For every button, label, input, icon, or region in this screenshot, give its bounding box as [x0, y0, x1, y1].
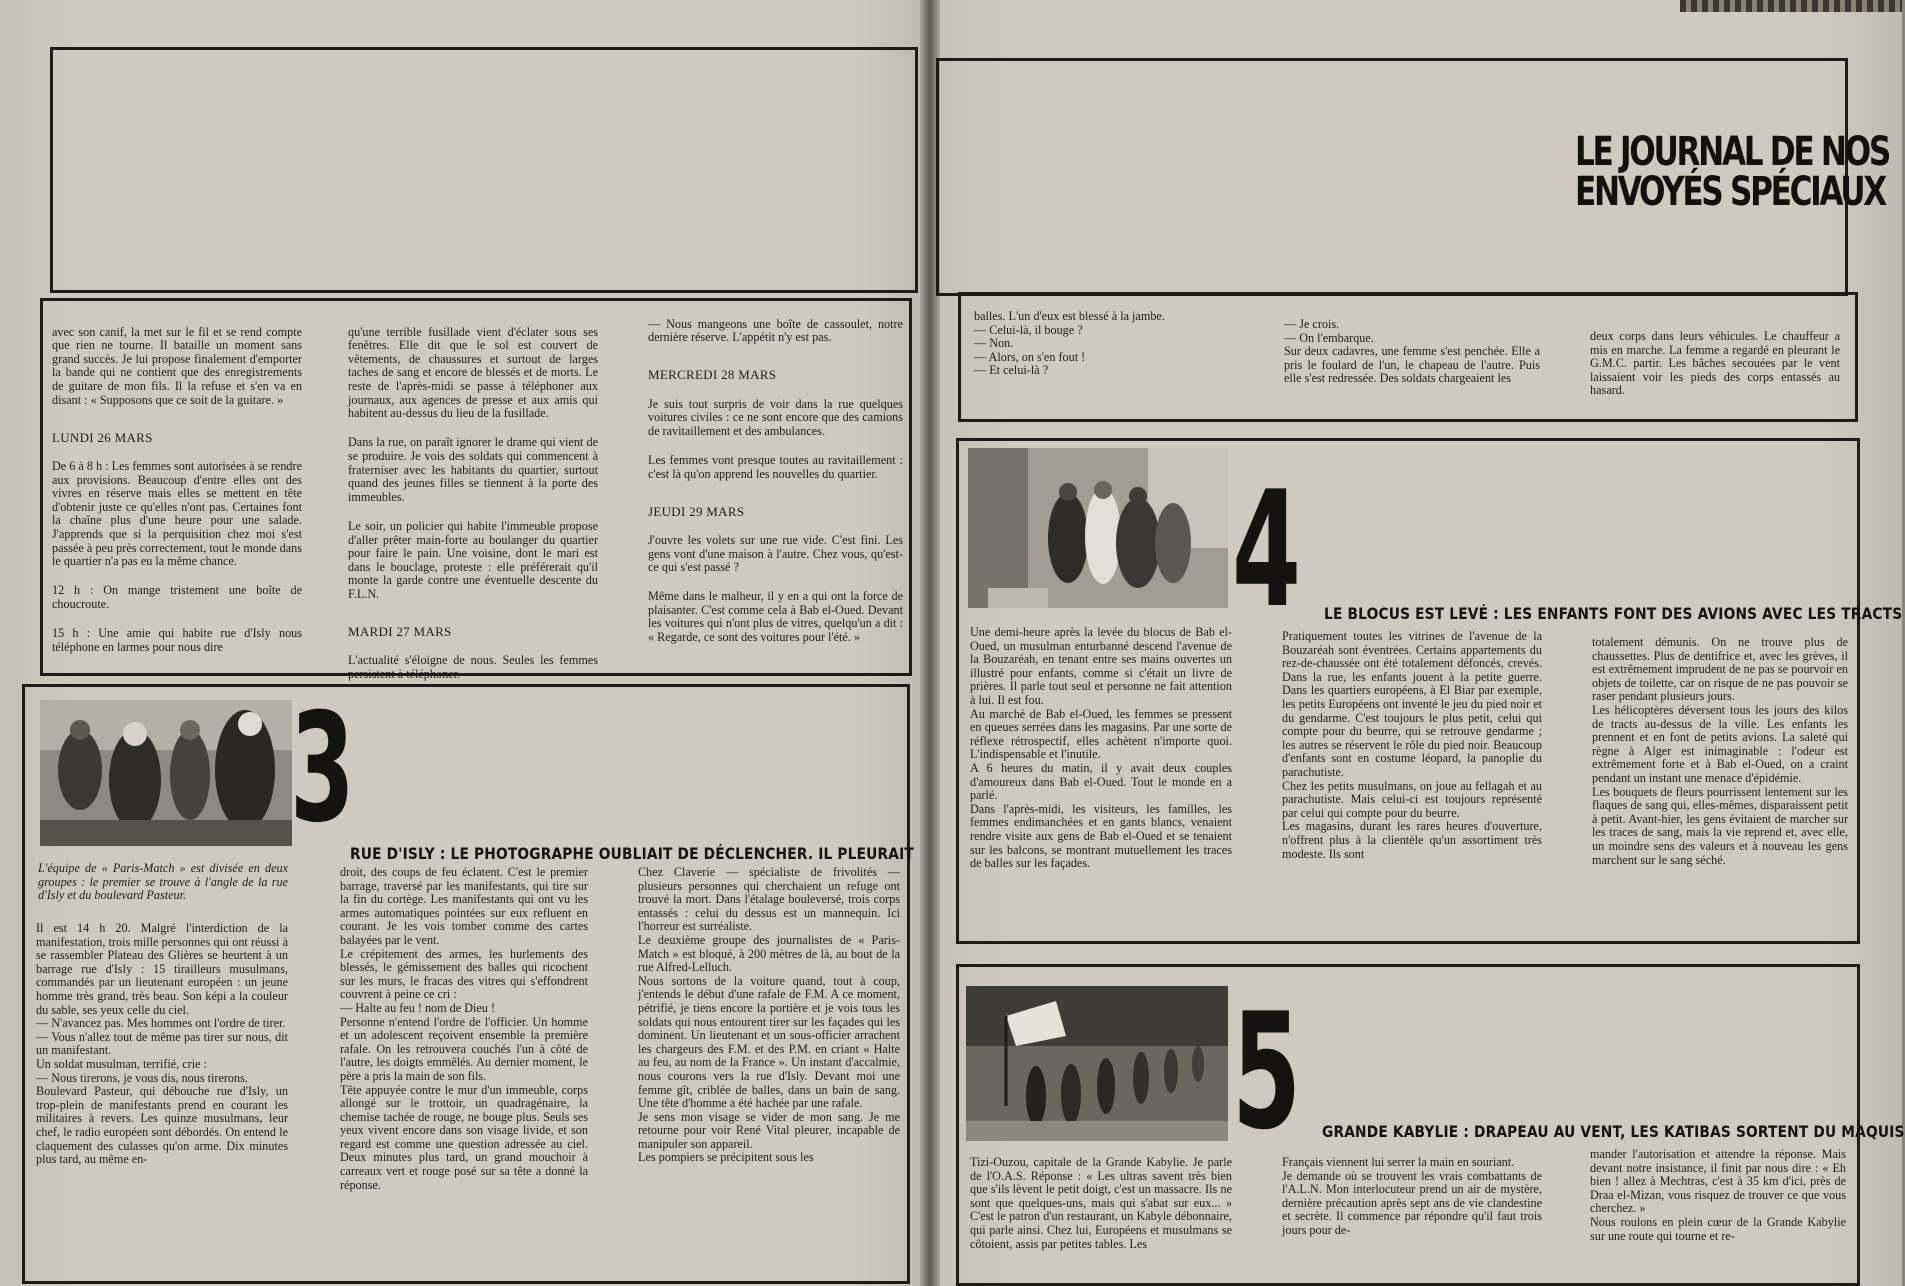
masthead-line-1: LE JOURNAL DE NOS: [1575, 129, 1889, 175]
photo-3-caption: L'équipe de « Paris-Match » est divisée en deux groupes : le premier se trouve à l'angle de la rue d'Isly et du boulevard Pasteur.: [38, 861, 288, 903]
masthead-line-2: ENVOYÉS SPÉCIAUX: [1575, 169, 1885, 215]
diary-paragraph: Les femmes vont presque toutes au ravitaillement : c'est là qu'on apprend les nouvelles du quartier.: [648, 452, 903, 481]
diary-intro: avec son canif, la met sur le fil et se rend compte que rien ne tourne. Il bataille un moment sans grand succès. Je lui propose finalement d'emporter la bande qui ne contient que des enregistrements de guitare de mon fils. Il la refuse et s'en va en disant : « Supposons que ce soit de la guitare. »: [52, 324, 302, 407]
diary-paragraph: — Nous mangeons une boîte de cassoulet, notre dernière réserve. L'appétit n'y est pas.: [648, 316, 903, 345]
section-3-title: RUE D'ISLY : LE PHOTOGRAPHE OUBLIAIT DE DÉCLENCHER. IL PLEURAIT: [350, 844, 914, 863]
photo-bab-el-oued: [968, 448, 1228, 608]
diary-paragraph: J'ouvre les volets sur une rue vide. C'est fini. Les gens vont d'une maison à l'autre. Chez vous, qu'est-ce qui s'est passé ?: [648, 532, 903, 575]
section-5-column-3: mander l'autorisation et attendre la réponse. Mais devant notre insistance, il finit par nous dire : « Eh bien ! allez à Mechtras, c'est à 35 km d'ici, près de Draa el-Mizan, vous risquez de trouver ce que vous cherchez. » Nous roulons en plein cœur de la Grande Kabylie sur une route qui tourne et re-: [1590, 1147, 1846, 1243]
section-4-column-3: totalement démunis. On ne trouve plus de chaussettes. Plus de dentifrice et, avec les grèves, il est extrêmement imprudent de ne pas se pourvoir en objets de toilette, car on risque de ne pas pouvoir se raser pendant plusieurs jours. Les hélicoptères déversent tous les jours des kilos de tracts au-dessus de la ville. Les enfants les prennent et en font de petits avions. La saleté qui règne à Alger est inimaginable : l'odeur est extrêmement forte et à Bab el-Oued, on a craint pendant un instant une menace d'épidémie. Les bouquets de fleurs pourrissent lentement sur les flaques de sang qui, elles-mêmes, disparaissent petit à petit. Avant-hier, les gens évitaient de marcher sur les traces de sang, mais la vie reprend et, avec elle, un moindre sens des valeurs et à nouveau les gens marchent sur le sang séché.: [1592, 635, 1848, 867]
section-5-title: GRANDE KABYLIE : DRAPEAU AU VENT, LES KATIBAS SORTENT DU MAQUIS: [1322, 1122, 1905, 1141]
diary-paragraph: De 6 à 8 h : Les femmes sont autorisées à se rendre aux provisions. Beaucoup d'entre elles ont des vivres en réserve mais elles se mettent en tête d'obtenir juste ce qu'elles n'ont pas. Certaines font la chaîne plus d'une heure pour une salade. J'apprends que si la perquisition chez moi s'est passée à peu près correctement, tout le monde dans le quartier n'a pas eu la même chance.: [52, 458, 302, 569]
diary-column-2: [348, 312, 598, 681]
continuation-column-2: — Je crois. — On l'embarque. Sur deux cadavres, une femme s'est penchée. Elle a pris le foulard de l'un, le chapeau de l'autre. Puis elle s'est redressée. Des soldats chargeaient les: [1284, 317, 1540, 386]
left-header-box: [50, 47, 918, 293]
diary-paragraph: Je suis tout surpris de voir dans la rue quelques voitures civiles : ce ne sont encore que des camions de ravitaillement et des ambulances.: [648, 396, 903, 438]
photo-katibas: [966, 986, 1228, 1141]
section-3-number: 3: [290, 682, 355, 856]
continuation-column-3: deux corps dans leurs véhicules. Le chauffeur a mis en marche. La femme a regardé en pleurant le G.M.C. partir. Les bâches secouées par le vent laissaient voir les pieds des corps entassés au hasard.: [1590, 329, 1840, 398]
section-3-column-1: Il est 14 h 20. Malgré l'interdiction de la manifestation, trois mille personnes qui ont réussi à se rassembler Plateau des Glières se heurtent à un barrage rue d'Isly : 15 tirailleurs musulmans, commandés par un lieutenant européen : un jeune homme très grand, très beau. Son képi a la couleur du sable, ses yeux celle du ciel. — N'avancez pas. Mes hommes ont l'ordre de tirer. — Vous n'allez tout de même pas tirer sur nous, dit un manifestant. Un soldat musulman, terrifié, crie : — Nous tirerons, je vous dis, nous tirerons. Boulevard Pasteur, qui débouche rue d'Isly, un trop-plein de manifestants prend en courant les militaires à revers. Les quinze musulmans, leur chef, le radio européen sont débordés. On entend le claquement des culasses qu'on arme. Dix minutes plus tard, au même en-: [36, 921, 288, 1167]
section-4-number: 4: [1232, 456, 1302, 643]
heading-jeudi: JEUDI 29 MARS: [648, 503, 745, 519]
diary-paragraph: Le soir, un policier qui habite l'immeuble propose d'aller prêter main-forte au boulanger du quartier pour faire le pain. Une voisine, dont le mari est dans le bouclage, proteste : elle préférerait qu'il monte la garde contre une éventuelle descente du F.L.N.: [348, 518, 598, 601]
section-4-column-2: Pratiquement toutes les vitrines de l'avenue de la Bouzaréah sont éventrées. Certains appartements du rez-de-chaussée ont été totalement défoncés, crevés. Dans la rue, les enfants jouent à la petite guerre. Dans les quartiers européens, à El Biar par exemple, les petits Européens ont inventé le jeu du pied noir et du gendarme. C'est toujours le plus petit, celui qui compte pour du beurre, qui se retrouve gendarme ; les autres se réservent le rôle du pied noir. Beaucoup d'enfants sont en costume léopard, la panoplie du parachutiste. Chez les petits musulmans, on joue au fellagah et au parachutiste. Mais celui-ci est toujours représenté par celui qui compte pour du beurre. Les magasins, durant les rares heures d'ouverture, n'offrent plus à la clientèle qu'un assortiment très modeste. Ils sont: [1282, 629, 1542, 861]
photo-rue-isly: [40, 700, 292, 846]
diary-paragraph: 12 h : On mange tristement une boîte de choucroute.: [52, 583, 302, 611]
continuation-column-1: balles. L'un d'eux est blessé à la jambe. — Celui-là, il bouge ? — Non. — Alors, on s'en fout ! — Et celui-là ?: [974, 309, 1165, 378]
section-5-column-1: Tizi-Ouzou, capitale de la Grande Kabylie. Je parle de l'O.A.S. Réponse : « Les ultras savent très bien que s'ils lèvent le petit doigt, c'est un massacre. Ils ne sont que quelques-uns, mais qui s'abat sur eux... » C'est le patron d'un restaurant, un Kabyle débonnaire, qui parle ainsi. Chez lui, Européens et musulmans se côtoient, assis par petites tables. Les: [970, 1155, 1232, 1251]
section-3-column-2: droit, des coups de feu éclatent. C'est le premier barrage, traversé par les manifestants, qui tire sur la fin du cortège. Les manifestants qui ont vu les armes automatiques pointées sur eux refluent en courant. Je les vois tomber comme des cartes balayées par le vent. Le crépitement des armes, les hurlements des blessés, le gémissement des balles qui ricochent sur les murs, le fracas des vitres qui s'effondrent couvrent à peine ce cri : — Halte au feu ! nom de Dieu ! Personne n'entend l'ordre de l'officier. Un homme et un adolescent reçoivent ensemble la première rafale. On les retrouvera couchés l'un à côté de l'autre, les doigts emmêlés. Au dernier moment, le père a pris la main de son fils. Tête appuyée contre le mur d'un immeuble, corps allongé sur le trottoir, un quadragénaire, la chemise tachée de rouge, ne bouge plus. Seuls ses yeux vivent encore dans son visage livide, et son regard est comme une question adressée au ciel. Deux minutes plus tard, un grand mouchoir à carreaux vert et rouge posé sur sa tête a donné la réponse.: [340, 865, 588, 1192]
diary-paragraph: 15 h : Une amie qui habite rue d'Isly nous téléphone en larmes pour nous dire: [52, 626, 302, 654]
diary-column-3: [648, 304, 903, 664]
section-5-column-2: Français viennent lui serrer la main en souriant. Je demande où se trouvent les vrais combattants de l'A.L.N. Mon interlocuteur prend un air de mystère, dernière précaution après sept ans de vie clandestine et secrète. Il commence par répondre qu'il faut trois jours pour de-: [1282, 1155, 1542, 1237]
section-5-number: 5: [1232, 978, 1302, 1165]
section-3-column-3: Chez Claverie — spécialiste de frivolités — plusieurs personnes qui cherchaient un refuge ont trouvé la mort. Dans l'étalage bouleversé, trois corps entassés : celui du dessus est un mannequin. Ici l'horreur est surréaliste. Le deuxième groupe des journalistes de « Paris-Match » est bloqué, à 200 mètres de là, au bout de la rue Alfred-Lelluch. Nous sortons de la voiture quand, tout à coup, j'entends le début d'une rafale de F.M. A ce moment, pétrifié, je tiens encore la portière et je vois tous les soldats qui nous entourent tirer sur les façades qui les dominent. Un lieutenant et un sous-officier arrachent les chargeurs des F.M. et des P.M. en criant « Halte au feu, au nom de la France ». Un instant d'accalmie, nous courons vers la rue d'Isly. Devant moi une femme gît, criblée de balles, dans un bain de sang. Une tête d'homme a été hachée par une rafale. Je sens mon visage se vider de mon sang. Je me retourne pour voir René Vital pleurer, incapable de manipuler son appareil. Les pompiers se précipitent sous les: [638, 865, 900, 1165]
heading-mardi: MARDI 27 MARS: [348, 624, 452, 640]
diary-paragraph: L'actualité s'éloigne de nous. Seules les femmes persistent à téléphoner.: [348, 653, 598, 681]
section-4-column-1: Une demi-heure après la levée du blocus de Bab el-Oued, un musulman enturbanné descend l'avenue de la Bouzaréah, en tenant entre ses mains ouvertes un illustré pour enfants, comme si c'était un livre de prières. Il parle tout seul et personne ne fait attention à lui. Il est fou. Au marché de Bab el-Oued, les femmes se pressent en queues serrées dans les magasins. Par une sorte de réflexe rétrospectif, elles achètent n'importe quoi. L'indispensable et l'inutile. A 6 heures du matin, il y avait deux couples d'amoureux dans Bab el-Oued. Tout le monde en a parlé. Dans l'après-midi, les visiteurs, les familles, les femmes endimanchées et en gants blancs, venaient rendre visite aux gens de Bab el-Oued et se tenaient sur les balcons, se montrant mutuellement les traces de balles sur les façades.: [970, 625, 1232, 871]
diary-paragraph: Dans la rue, on paraît ignorer le drame qui vient de se produire. Je vois des soldats qui commencent à fraterniser avec les habitants du quartier, surtout quand des jeunes filles se tiennent à la porte des immeubles.: [348, 435, 598, 504]
heading-mercredi: MERCREDI 28 MARS: [648, 367, 777, 383]
masthead: [1575, 129, 1889, 215]
heading-lundi: LUNDI 26 MARS: [52, 429, 153, 445]
diary-paragraph: Même dans le malheur, il y en a qui ont la force de plaisanter. C'est comme cela à Bab el-Oued. Devant les voitures qui n'ont plus de vitres, quelqu'un a dit : « Regarde, ce sont des voitures pour l'été. »: [648, 589, 903, 645]
adjacent-page-edge: [1680, 0, 1902, 12]
diary-paragraph: qu'une terrible fusillade vient d'éclater sous ses fenêtres. Elle dit que le sol est couvert de vêtements, de chaussures et surtout de larges taches de sang et encore de blessés et de morts. Le reste de l'après-midi se passe à téléphoner aux journaux, aux agences de presse et aux amis qui habitent au-dessus du lieu de la fusillade.: [348, 324, 598, 421]
diary-column-1: [52, 312, 302, 664]
section-4-title: LE BLOCUS EST LEVÉ : LES ENFANTS FONT DES AVIONS AVEC LES TRACTS: [1324, 604, 1903, 623]
